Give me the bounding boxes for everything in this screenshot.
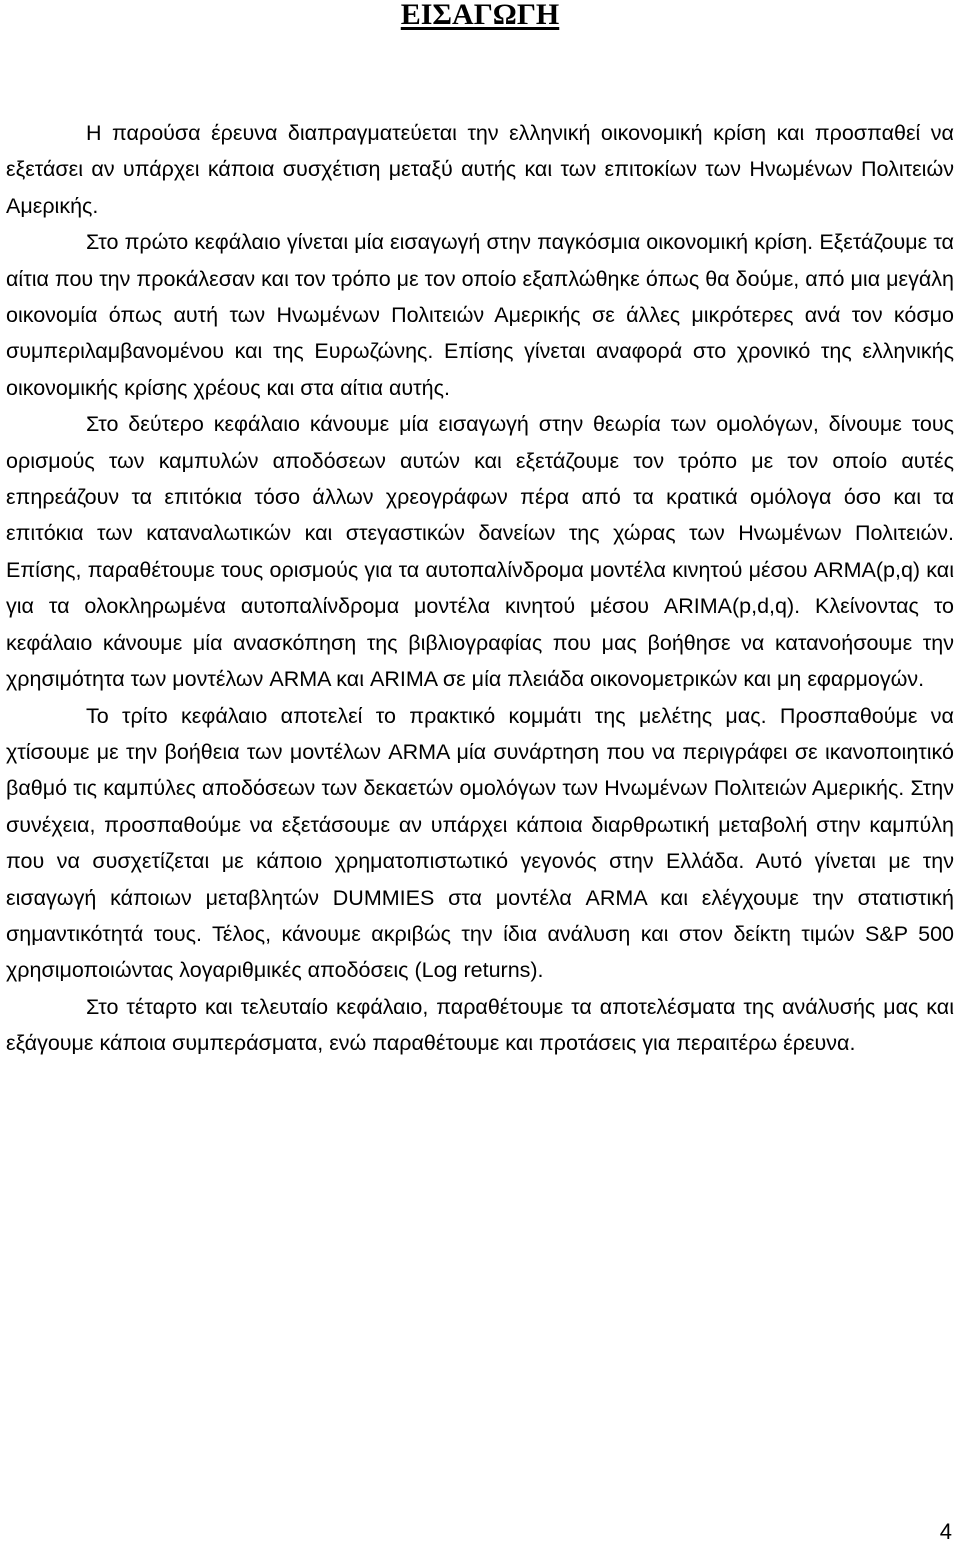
paragraph-chapter-2: Στο δεύτερο κεφάλαιο κάνουμε μία εισαγωγή στην θεωρία των ομολόγων, δίνουμε τους ορισμούς των καμπυλών αποδόσεων αυτών και εξετάζουμε τον τρόπο με τον οποίο αυτές επηρεάζουν τα επιτόκια τόσο άλλων χρεογράφων πέρα από τα κρατικά ομόλογα όσο και τα επιτόκια των καταναλωτικών και στεγαστικών δανείων της χώρας των Ηνωμένων Πολιτειών. Επίσης, παραθέτουμε τους ορισμούς για τα αυτοπαλίνδρομα μοντέλα κινητού μέσου ARMA(p,q) και για τα ολοκληρωμένα αυτοπαλίνδρομα μοντέλα κινητού μέσου ARIMA(p,d,q). Κλείνοντας το κεφάλαιο κάνουμε μία ανασκόπηση της βιβλιογραφίας που μας βοήθησε να κατανοήσουμε την χρησιμότητα των μοντέλων ARMA και ARIMA σε μία πλειάδα οικονομετρικών και μη εφαρμογών.	[6, 412, 954, 692]
paragraph-chapter-3: Το τρίτο κεφάλαιο αποτελεί το πρακτικό κομμάτι της μελέτης μας. Προσπαθούμε να χτίσουμε με την βοήθεια των μοντέλων ARMA μία συνάρτηση που να περιγράφει σε ικανοποιητικό βαθμό τις καμπύλες αποδόσεων των δεκαετών ομολόγων των Ηνωμένων Πολιτειών Αμερικής. Στην συνέχεια, προσπαθούμε να εξετάσουμε αν υπάρχει κάποια διαρθρωτική μεταβολή στην καμπύλη που να συσχετίζεται με κάποιο χρηματοπιστωτικό γεγονός στην Ελλάδα. Αυτό γίνεται με την εισαγωγή κάποιων μεταβλητών DUMMIES στα μοντέλα ARMA και ελέγχουμε την στατιστική σημαντικότητά τους. Τέλος, κάνουμε ακριβώς την ίδια ανάλυση και στον δείκτη τιμών S&P 500 χρησιμοποιώντας λογαριθμικές αποδόσεις (Log returns).	[6, 703, 954, 983]
page-number: 4	[939, 1519, 952, 1544]
document-body	[6, 115, 954, 1062]
paragraph-chapter-4: Στο τέταρτο και τελευταίο κεφάλαιο, παραθέτουμε τα αποτελέσματα της ανάλυσής μας και εξάγουμε κάποια συμπεράσματα, ενώ παραθέτουμε και προτάσεις για περαιτέρω έρευνα.	[6, 994, 954, 1056]
page-title: ΕΙΣΑΓΩΓΗ	[400, 0, 560, 31]
paragraph-chapter-1: Στο πρώτο κεφάλαιο γίνεται μία εισαγωγή στην παγκόσμια οικονομική κρίση. Εξετάζουμε τα αίτια που την προκάλεσαν και τον τρόπο με τον οποίο εξαπλώθηκε όπως θα δούμε, από μια μεγάλη οικονομία όπως αυτή των Ηνωμένων Πολιτειών Αμερικής σε άλλες μικρότερες ανά τον κόσμο συμπεριλαμβανομένου και της Ευρωζώνης. Επίσης γίνεται αναφορά στο χρονικό της ελληνικής οικονομικής κρίσης χρέους και στα αίτια αυτής.	[6, 230, 954, 400]
paragraph-intro: Η παρούσα έρευνα διαπραγματεύεται την ελληνική οικονομική κρίση και προσπαθεί να εξετάσει αν υπάρχει κάποια συσχέτιση μεταξύ αυτής και των επιτοκίων των Ηνωμένων Πολιτειών Αμερικής.	[6, 121, 954, 218]
